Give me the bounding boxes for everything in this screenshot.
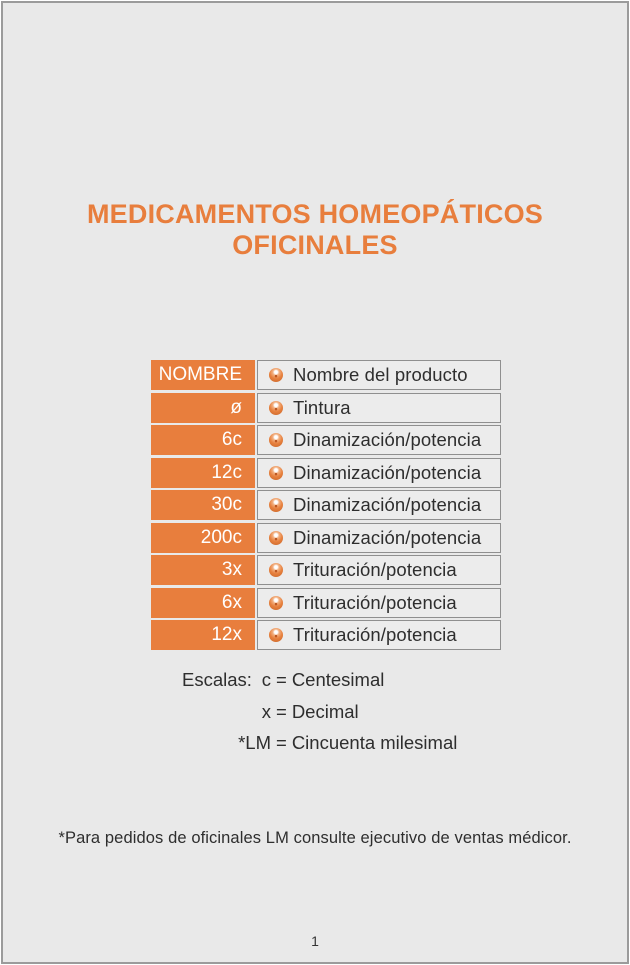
globule-icon — [269, 531, 283, 545]
desc-label: Trituración/potencia — [293, 591, 457, 613]
desc-cell — [257, 425, 501, 455]
table-row — [151, 490, 501, 520]
escalas-label: Escalas: — [182, 669, 252, 690]
desc-cell — [257, 588, 501, 618]
escala-line — [3, 701, 627, 723]
desc-cell — [257, 555, 501, 585]
page-title — [3, 199, 627, 261]
desc-label: Dinamización/potencia — [293, 494, 482, 515]
code-cell: 12c — [151, 458, 255, 488]
table-row — [151, 555, 501, 585]
desc-label: Nombre del producto — [293, 364, 468, 385]
desc-cell — [257, 523, 501, 553]
escalas-section — [3, 669, 627, 764]
desc-label: Dinamización/potencia — [293, 461, 482, 483]
table-row — [151, 620, 501, 650]
globule-icon — [269, 563, 283, 577]
globule-icon — [269, 596, 283, 610]
escala-key: x — [261, 700, 271, 722]
escala-value: Centesimal — [291, 669, 385, 690]
desc-cell — [257, 490, 501, 520]
footnote: *Para pedidos de oficinales LM consulte ejecutivo de ventas médicor. — [58, 829, 572, 847]
code-cell: NOMBRE — [151, 360, 255, 390]
potency-table — [151, 360, 501, 653]
desc-label: Trituración/potencia — [293, 624, 457, 645]
document-page — [1, 1, 629, 964]
table-row — [151, 360, 501, 390]
page-title-line1: MEDICAMENTOS HOMEOPÁTICOS — [86, 199, 544, 229]
desc-label: Tintura — [293, 396, 351, 418]
escala-value: Cincuenta milesimal — [291, 732, 458, 753]
globule-icon — [269, 401, 283, 415]
code-cell: 200c — [151, 523, 255, 553]
desc-cell — [257, 458, 501, 488]
escala-equals: = — [276, 732, 287, 753]
desc-label: Dinamización/potencia — [293, 429, 482, 450]
escala-line — [3, 669, 627, 691]
code-cell: 6x — [151, 588, 255, 618]
globule-icon — [269, 628, 283, 642]
table-row — [151, 523, 501, 553]
page-number: 1 — [311, 933, 319, 949]
desc-cell — [257, 393, 501, 423]
globule-icon — [269, 466, 283, 480]
desc-cell — [257, 360, 501, 390]
escala-equals: = — [276, 700, 287, 722]
table-row — [151, 458, 501, 488]
table-row — [151, 425, 501, 455]
code-cell: 30c — [151, 490, 255, 520]
escala-key: c — [261, 669, 271, 690]
code-cell: 12x — [151, 620, 255, 650]
escala-value: Decimal — [291, 700, 359, 722]
globule-icon — [269, 433, 283, 447]
desc-cell — [257, 620, 501, 650]
escala-line — [3, 732, 627, 754]
globule-icon — [269, 368, 283, 382]
desc-label: Trituración/potencia — [293, 559, 457, 580]
table-row — [151, 588, 501, 618]
table-row — [151, 393, 501, 423]
page-title-line2: OFICINALES — [232, 230, 398, 260]
escala-key: *LM — [238, 732, 271, 753]
code-cell: 6c — [151, 425, 255, 455]
escala-equals: = — [276, 669, 287, 690]
desc-label: Dinamización/potencia — [293, 526, 482, 548]
globule-icon — [269, 498, 283, 512]
code-cell: ø — [151, 393, 255, 423]
code-cell: 3x — [151, 555, 255, 585]
